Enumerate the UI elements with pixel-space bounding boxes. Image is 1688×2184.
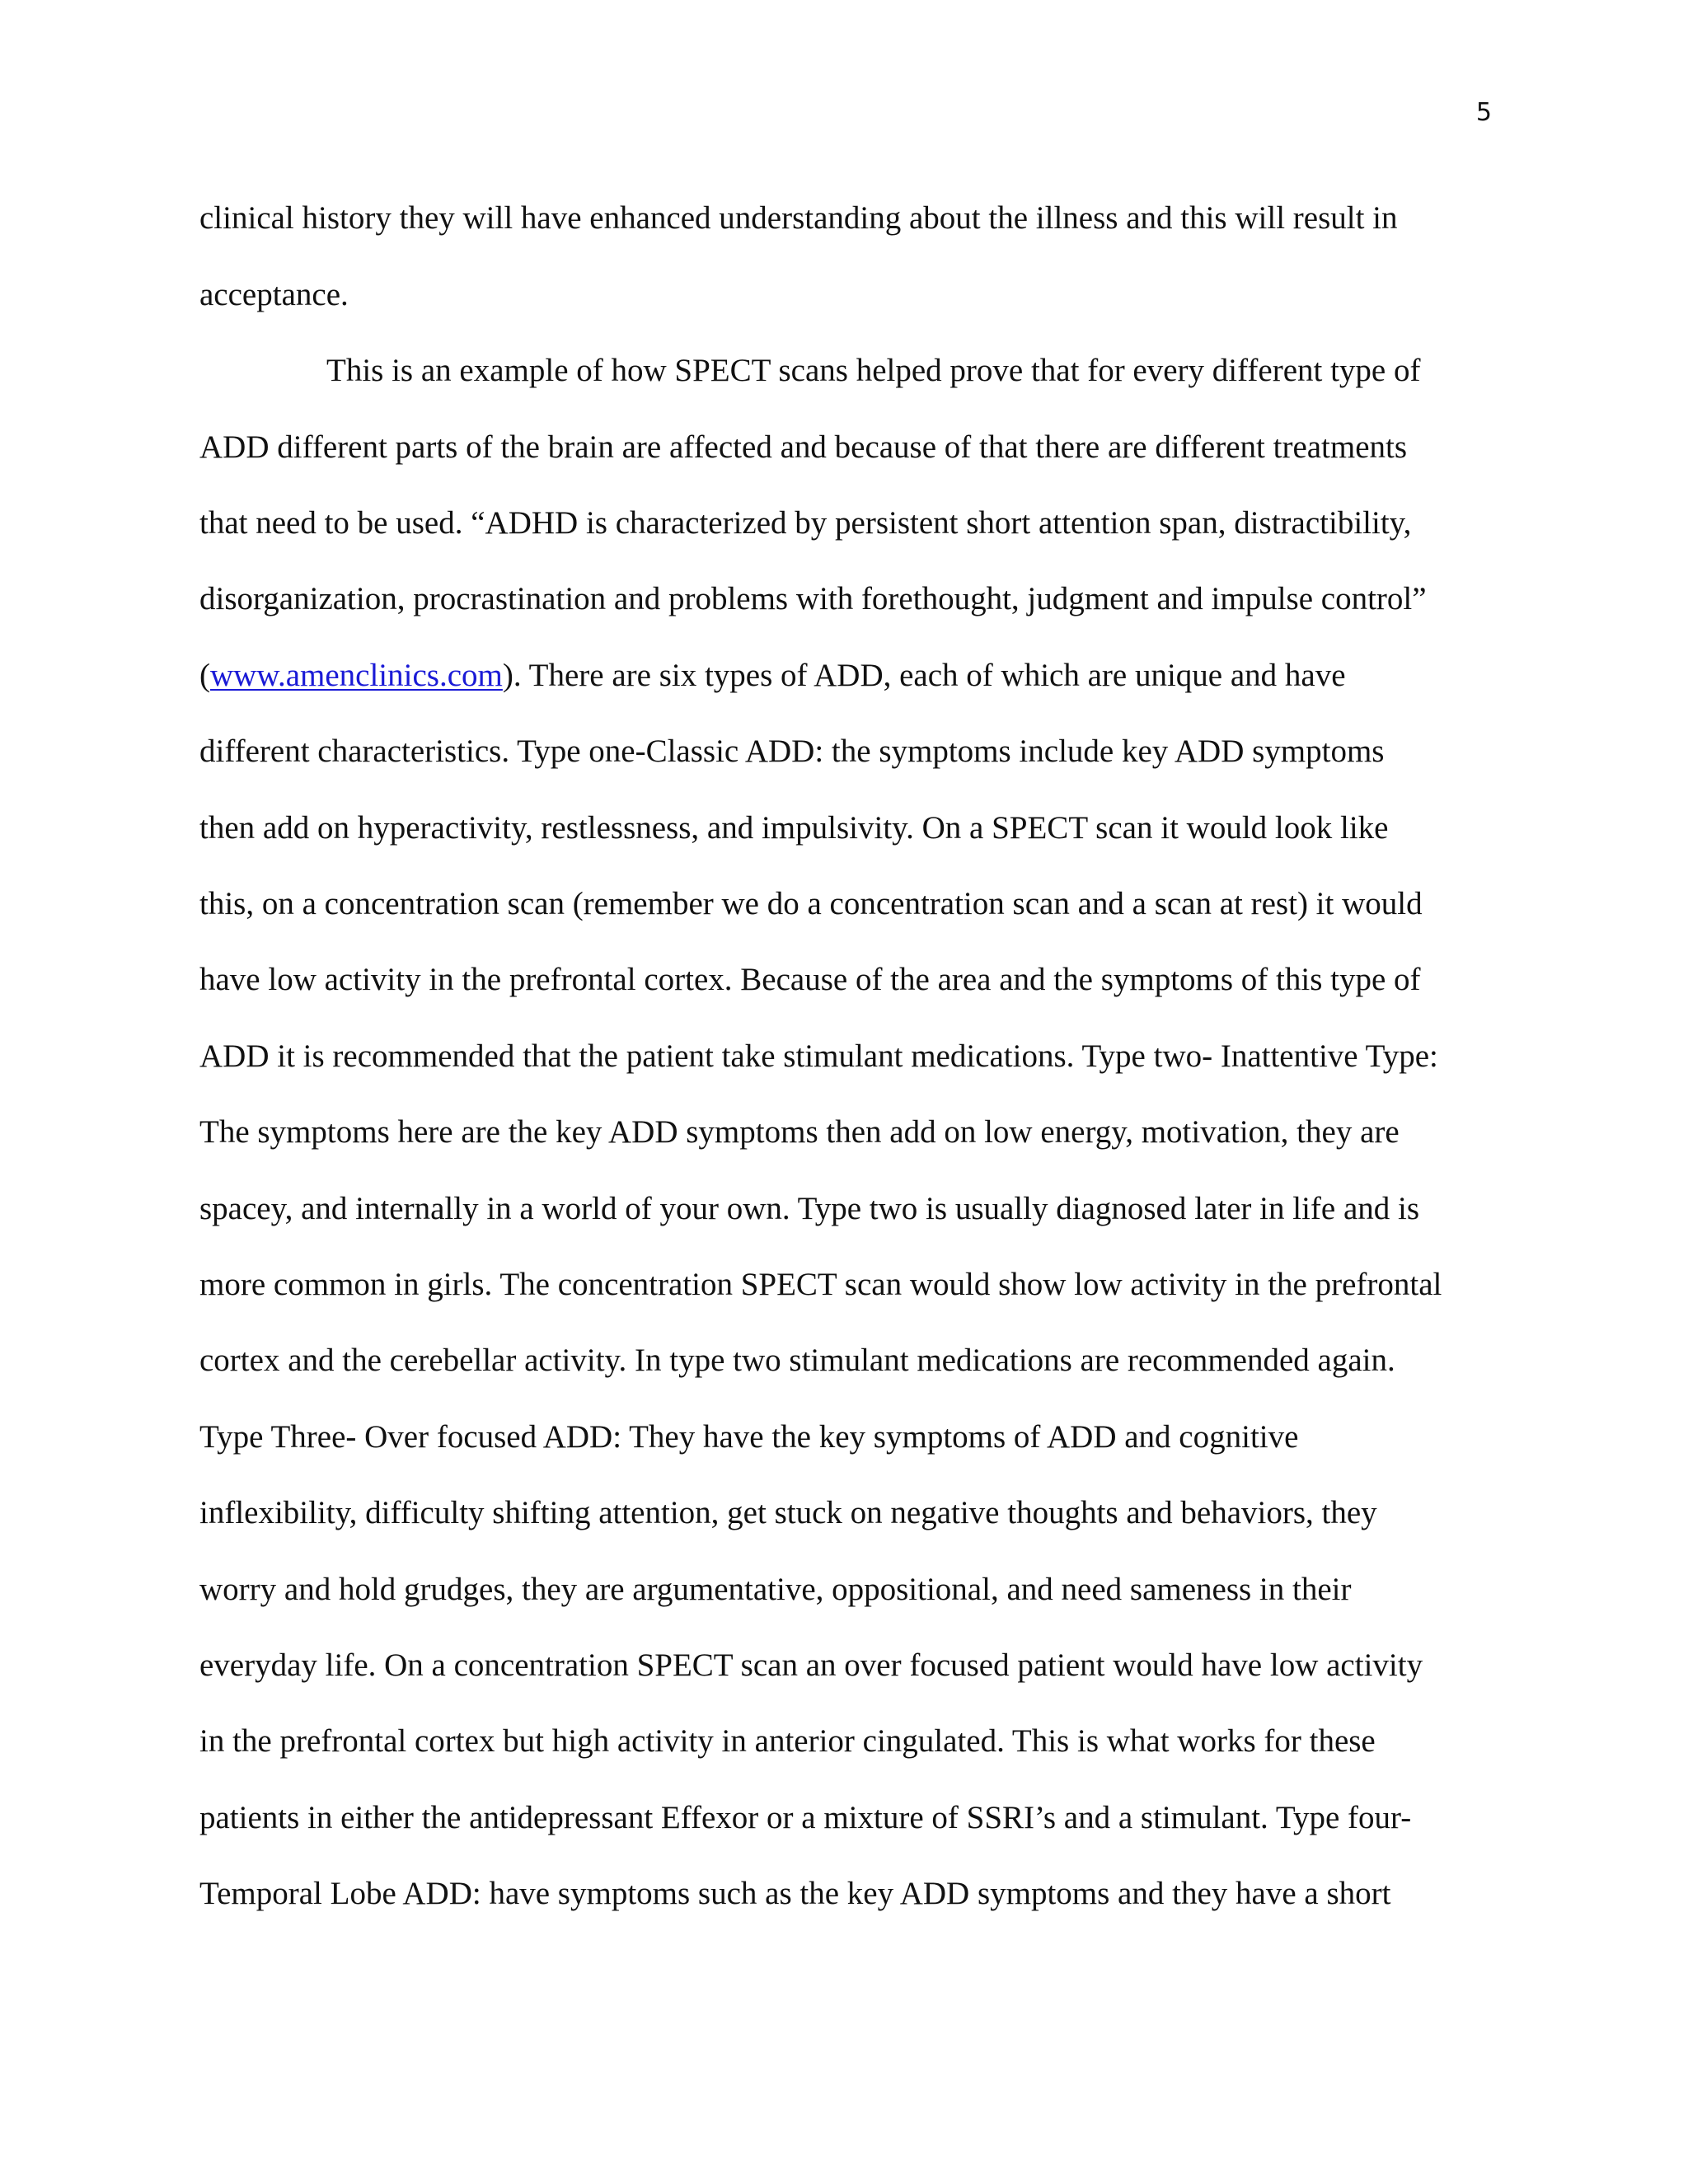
text-line: this, on a concentration scan (remember we do a concentration scan and a scan at rest) it would [199,886,1423,921]
text-line: that need to be used. “ADHD is characterized by persistent short attention span, distractibility, [199,505,1412,541]
text-line: The symptoms here are the key ADD symptoms then add on low energy, motivation, they are [199,1114,1400,1150]
text-segment: ). There are six types of ADD, each of which are unique and have [502,658,1346,693]
text-line: disorganization, procrastination and problems with forethought, judgment and impulse control” [199,581,1427,616]
page-number: 5 [1475,98,1492,127]
text-line: Temporal Lobe ADD: have symptoms such as the key ADD symptoms and they have a short [199,1876,1391,1911]
paragraph-first-line: This is an example of how SPECT scans helped prove that for every different type of [326,353,1421,388]
text-line-with-link [199,659,1346,691]
text-line: ADD different parts of the brain are affected and because of that there are different treatments [199,429,1408,465]
text-line: patients in either the antidepressant Effexor or a mixture of SSRI’s and a stimulant. Type four- [199,1800,1412,1835]
text-segment: ( [199,658,210,693]
text-line: clinical history they will have enhanced understanding about the illness and this will result in [199,200,1398,236]
text-line: cortex and the cerebellar activity. In type two stimulant medications are recommended again. [199,1343,1395,1378]
text-line: Type Three- Over focused ADD: They have the key symptoms of ADD and cognitive [199,1419,1299,1455]
text-line: spacey, and internally in a world of your own. Type two is usually diagnosed later in life and is [199,1191,1420,1226]
text-line: acceptance. [199,277,349,312]
text-line: more common in girls. The concentration SPECT scan would show low activity in the prefrontal [199,1267,1442,1302]
text-line: worry and hold grudges, they are argumentative, oppositional, and need sameness in their [199,1572,1352,1607]
text-line: different characteristics. Type one-Classic ADD: the symptoms include key ADD symptoms [199,733,1385,769]
text-line: have low activity in the prefrontal cortex. Because of the area and the symptoms of this type of [199,962,1421,997]
amenclinics-link[interactable]: www.amenclinics.com [210,658,503,693]
text-line: in the prefrontal cortex but high activity in anterior cingulated. This is what works for these [199,1723,1376,1759]
text-line: inflexibility, difficulty shifting attention, get stuck on negative thoughts and behaviors, they [199,1495,1377,1530]
text-line: then add on hyperactivity, restlessness, and impulsivity. On a SPECT scan it would look like [199,810,1389,846]
text-line: ADD it is recommended that the patient take stimulant medications. Type two- Inattentive Type: [199,1038,1438,1074]
text-line: everyday life. On a concentration SPECT scan an over focused patient would have low activity [199,1647,1423,1683]
